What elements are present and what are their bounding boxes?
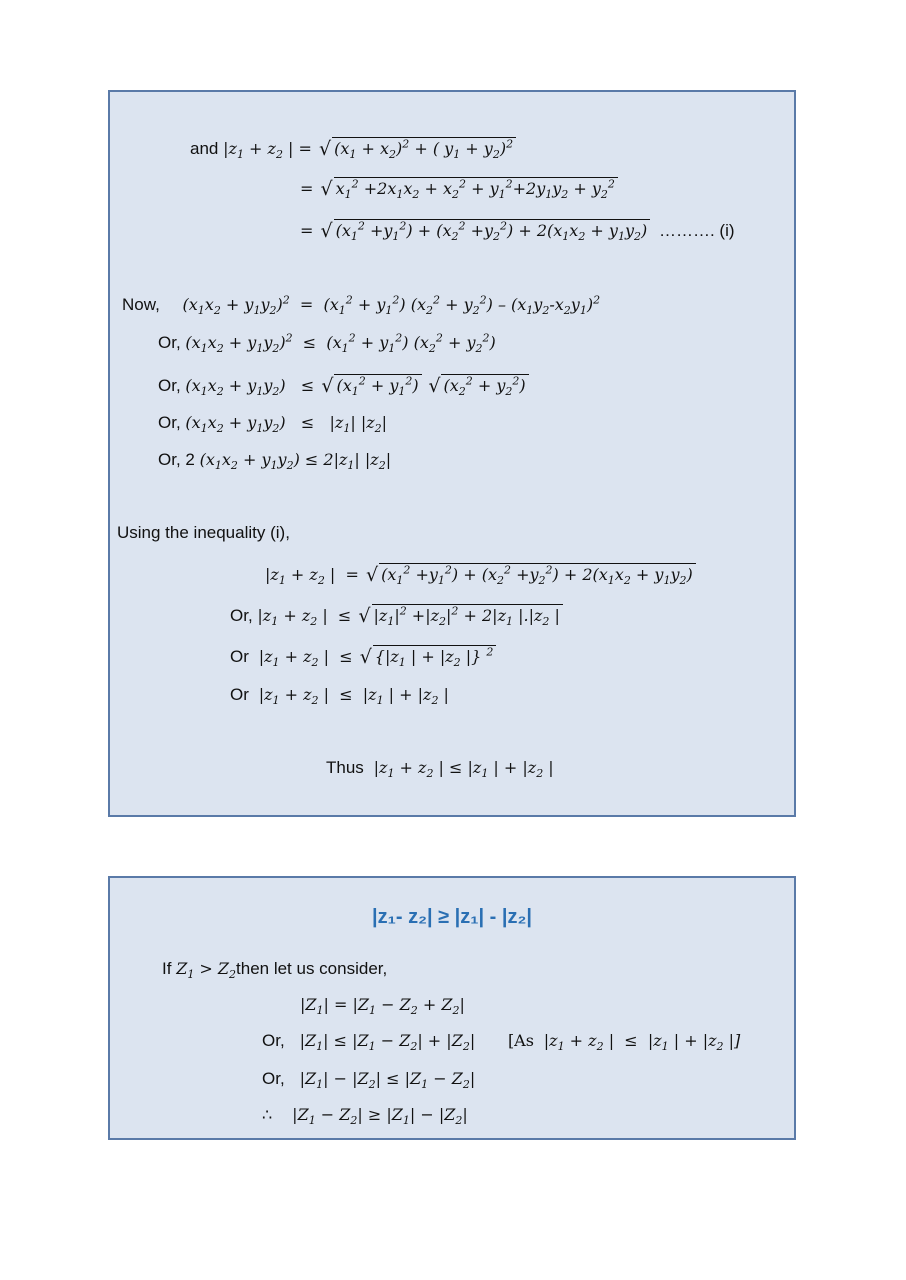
- word-thus: Thus: [326, 758, 364, 777]
- word-or: Or,: [158, 376, 181, 395]
- then-consider-text: then let us consider,: [236, 959, 388, 978]
- difference-inequality-box: [108, 876, 796, 1140]
- word-or: Or: [230, 685, 249, 704]
- line-z1-rewrite: $|Z_1| = |Z_1 - Z_2 + Z_2|$: [300, 995, 465, 1018]
- word-or-2: Or, 2: [158, 450, 195, 469]
- line-now-identity: Now, $(x_1x_2 + y_1y_2)^2 = (x_1^2 + y_1^2) (x_2^2 + y_2^2) - (x_1y_2-x_2y_1)^2$: [122, 293, 601, 318]
- word-or: Or: [230, 647, 249, 666]
- line-equation-i: = √ $(x_1^2 +y_1^2) + (x_2^2 +y_2^2) + 2(x_1x_2 + y_1y_2)$ ………. (i): [300, 219, 735, 242]
- word-or: Or,: [158, 333, 181, 352]
- line-modulus-sum-definition: and $|z_1 + z_2$ | = √ $(x_1 + x_2)^2$ + ( $y_1 + y_2)^2$: [190, 137, 516, 160]
- word-as: [As: [507, 1031, 534, 1050]
- word-or: Or,: [158, 413, 181, 432]
- line-or-modulus-squares: Or, $|z_1 + z_2$ | ≤ √ $|z_1|^2 +|z_2|^2 + 2|z_1$ $|.|z_2$ |: [230, 604, 563, 627]
- word-and: and: [190, 139, 219, 158]
- line-or-final: Or $|z_1 + z_2$ | ≤ $|z_1$ | + $|z_2$ |: [230, 685, 449, 708]
- line-expanded-squares: = √ $x_1^2 +2x_1x_2 + x_2^2 + y_1^2+2y_1y_2 + y_2^2$: [300, 177, 618, 200]
- triangle-inequality-proof-box: [108, 90, 796, 817]
- word-if: If: [162, 959, 172, 978]
- difference-heading: |z₁- z₂| ≥ |z₁| - |z₂|: [372, 906, 532, 928]
- line-or-apply-triangle: Or, $|Z_1| \le |Z_1 - Z_2| + |Z_2|$ [As $|z_1 + z_2$ | ≤ $|z_1$ | + $|z_2$ |]: [262, 1031, 741, 1054]
- word-or: Or,: [262, 1069, 285, 1088]
- line-if-condition: If $Z_1$ > $Z_2then$ let us consider,: [162, 959, 388, 982]
- line-or-twice: Or, 2 $(x_1x_2 + y_1y_2) \le 2|z_1|$ $|z_2|$: [158, 450, 392, 473]
- line-using-inequality: [117, 522, 290, 544]
- using-inequality-text: Using the inequality (i),: [117, 523, 290, 542]
- line-or-subtract: Or, $|Z_1| - |Z_2| \le |Z_1 - Z_2|$: [262, 1069, 476, 1092]
- line-restate-i: $|z_1 + z_2$ | = √ $(x_1^2 +y_1^2) + (x_2^2 +y_2^2) + 2(x_1x_2 + y_1y_2)$: [265, 563, 696, 586]
- word-or: Or,: [230, 606, 253, 625]
- therefore-symbol: ∴: [262, 1105, 273, 1124]
- word-now: Now,: [122, 295, 160, 314]
- line-or-modulus-product: Or, $(x_1x_2 + y_1y_2) \le |z_1|$ $|z_2|$: [158, 413, 388, 436]
- line-or-perfect-square: Or $|z_1 + z_2$ | ≤ √ {$|z_1$ | + $|z_2$ |} $^2$: [230, 645, 496, 668]
- word-or: Or,: [262, 1031, 285, 1050]
- line-therefore-result: ∴ $|Z_1 - Z_2| \ge |Z_1| - |Z_2|$: [262, 1105, 468, 1128]
- line-thus-conclusion: Thus $|z_1 + z_2$ | ≤ $|z_1$ | + $|z_2$ |: [326, 758, 554, 781]
- equation-reference-i: ………. (i): [658, 221, 735, 240]
- line-or-square-inequality: Or, $(x_1x_2 + y_1y_2)^2 \le (x_1^2 + y_1^2) (x_2^2 + y_2^2)$: [158, 331, 496, 356]
- line-or-root-inequality: Or, $(x_1x_2 + y_1y_2)$ ≤ √ $(x_1^2 + y_1^2)$ √ $(x_2^2 + y_2^2)$: [158, 374, 529, 397]
